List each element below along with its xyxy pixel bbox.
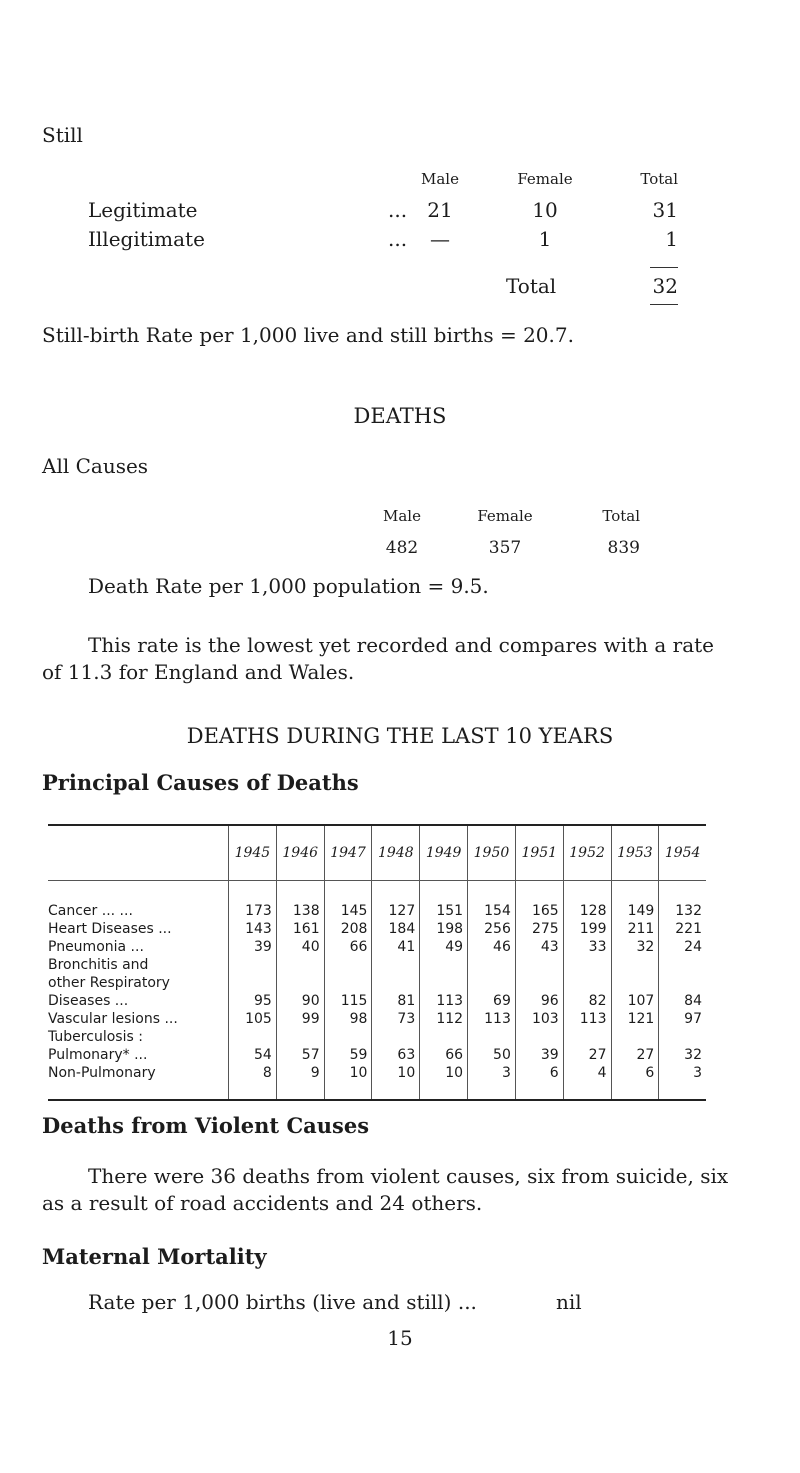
year-header: 1951 xyxy=(515,826,563,881)
table-cell: 90 xyxy=(276,991,324,1009)
table-cell: 9 xyxy=(276,1063,324,1099)
still-header-total: Total xyxy=(640,170,678,188)
table-cell xyxy=(229,1027,277,1045)
table-cell: 184 xyxy=(372,919,420,937)
table-cell xyxy=(468,1027,516,1045)
sum-rule xyxy=(650,267,678,268)
year-header: 1947 xyxy=(324,826,372,881)
table-cell: 59 xyxy=(324,1045,372,1063)
still-header-female: Female xyxy=(517,170,573,188)
table-cell: 8 xyxy=(229,1063,277,1099)
table-cell: 98 xyxy=(324,1009,372,1027)
table-cell: 198 xyxy=(420,919,468,937)
table-cell: 10 xyxy=(420,1063,468,1099)
table-cell: 10 xyxy=(324,1063,372,1099)
table-cell: 165 xyxy=(515,881,563,920)
still-header-male: Male xyxy=(421,170,459,188)
table-cell: 275 xyxy=(515,919,563,937)
table-cell: 27 xyxy=(611,1045,659,1063)
cause-label: Vascular lesions ... xyxy=(48,1011,178,1027)
table-cell: 66 xyxy=(324,937,372,955)
table-cell: 57 xyxy=(276,1045,324,1063)
table-cell: 6 xyxy=(515,1063,563,1099)
still-row-female: 1 xyxy=(538,227,552,251)
table-cell: 82 xyxy=(563,991,611,1009)
table-row xyxy=(48,1027,706,1045)
table-cell: 121 xyxy=(611,1009,659,1027)
table-cell: 84 xyxy=(659,991,706,1009)
table-cell: 99 xyxy=(276,1009,324,1027)
page-number: 15 xyxy=(387,1326,413,1350)
cause-label: Heart Diseases ... xyxy=(48,921,172,937)
table-cell: 6 xyxy=(611,1063,659,1099)
table-cell: 115 xyxy=(324,991,372,1009)
cause-label: Cancer ... ... xyxy=(48,903,133,919)
table-cell: 66 xyxy=(420,1045,468,1063)
table-cell xyxy=(611,1027,659,1045)
deaths-title: DEATHS xyxy=(353,404,447,428)
table-cell: 103 xyxy=(515,1009,563,1027)
table-cell xyxy=(659,1027,706,1045)
table-cell xyxy=(468,973,516,991)
violent-line: There were 36 deaths from violent causes, six from suicide, six xyxy=(88,1164,729,1188)
still-total-value: 32 xyxy=(652,274,678,298)
still-row-total: 1 xyxy=(665,227,678,251)
cause-label: Bronchitis and xyxy=(48,957,149,973)
still-total-label: Total xyxy=(506,274,557,298)
table-cell xyxy=(276,973,324,991)
table-header-row xyxy=(48,826,706,881)
deaths-header-male: Male xyxy=(383,507,421,525)
table-cell xyxy=(372,973,420,991)
table-cell xyxy=(276,955,324,973)
table-cell: 54 xyxy=(229,1045,277,1063)
table-cell xyxy=(515,973,563,991)
table-cell: 161 xyxy=(276,919,324,937)
table-cell: 95 xyxy=(229,991,277,1009)
year-header: 1948 xyxy=(372,826,420,881)
table-row xyxy=(48,919,706,937)
still-row-total: 31 xyxy=(652,198,678,222)
table-cell: 50 xyxy=(468,1045,516,1063)
table-row xyxy=(48,991,706,1009)
table-cell: 24 xyxy=(659,937,706,955)
year-header: 1953 xyxy=(611,826,659,881)
table-cell: 132 xyxy=(659,881,706,920)
table-row xyxy=(48,955,706,973)
deaths-header-total: Total xyxy=(602,507,640,525)
still-row-dots: ... xyxy=(388,227,408,251)
cause-label: Non-Pulmonary xyxy=(48,1065,156,1081)
table-cell: 69 xyxy=(468,991,516,1009)
still-row-male: — xyxy=(430,227,450,251)
table-cell: 256 xyxy=(468,919,516,937)
deaths-male: 482 xyxy=(385,538,419,558)
still-row-label: Illegitimate xyxy=(88,227,205,251)
table-cell: 143 xyxy=(229,919,277,937)
table-cell xyxy=(420,1027,468,1045)
death-rate: Death Rate per 1,000 population = 9.5. xyxy=(88,574,489,598)
table-cell: 4 xyxy=(563,1063,611,1099)
table-cell: 221 xyxy=(659,919,706,937)
table-cell: 138 xyxy=(276,881,324,920)
table-corner xyxy=(48,826,229,881)
table-cell: 32 xyxy=(659,1045,706,1063)
year-header: 1945 xyxy=(229,826,277,881)
table-cell: 3 xyxy=(468,1063,516,1099)
cause-label: other Respiratory xyxy=(48,975,170,991)
year-header: 1950 xyxy=(468,826,516,881)
table-cell: 41 xyxy=(372,937,420,955)
table-cell: 10 xyxy=(372,1063,420,1099)
table-cell xyxy=(324,1027,372,1045)
violent-title: Deaths from Violent Causes xyxy=(42,1113,370,1138)
table-cell xyxy=(659,973,706,991)
table-cell xyxy=(611,955,659,973)
table-cell: 154 xyxy=(468,881,516,920)
table-cell xyxy=(420,955,468,973)
table-cell: 49 xyxy=(420,937,468,955)
table-cell xyxy=(324,973,372,991)
table-row xyxy=(48,1063,706,1099)
table-cell xyxy=(515,1027,563,1045)
table-cell: 113 xyxy=(563,1009,611,1027)
table-cell: 208 xyxy=(324,919,372,937)
comment-line: of 11.3 for England and Wales. xyxy=(42,660,355,684)
table-cell: 112 xyxy=(420,1009,468,1027)
table-row xyxy=(48,1009,706,1027)
table-cell xyxy=(229,973,277,991)
still-row-label: Legitimate xyxy=(88,198,198,222)
table-cell xyxy=(659,955,706,973)
year-header: 1949 xyxy=(420,826,468,881)
year-header: 1952 xyxy=(563,826,611,881)
table-cell: 46 xyxy=(468,937,516,955)
table-cell: 63 xyxy=(372,1045,420,1063)
table-cell xyxy=(515,955,563,973)
table-cell: 43 xyxy=(515,937,563,955)
table-cell: 27 xyxy=(563,1045,611,1063)
deaths-table xyxy=(48,826,706,1099)
table-cell xyxy=(563,973,611,991)
all-causes-heading: All Causes xyxy=(42,454,149,478)
sum-rule xyxy=(650,304,678,305)
table-row xyxy=(48,937,706,955)
table-cell xyxy=(372,1027,420,1045)
table-cell: 149 xyxy=(611,881,659,920)
table-cell: 39 xyxy=(229,937,277,955)
table-cell xyxy=(420,973,468,991)
table-cell: 33 xyxy=(563,937,611,955)
table-cell xyxy=(229,955,277,973)
violent-line: as a result of road accidents and 24 others. xyxy=(42,1191,483,1215)
table-cell: 127 xyxy=(372,881,420,920)
table-cell xyxy=(563,1027,611,1045)
maternal-title: Maternal Mortality xyxy=(42,1244,267,1269)
table-cell: 145 xyxy=(324,881,372,920)
table-cell: 151 xyxy=(420,881,468,920)
still-title: Still xyxy=(42,123,83,147)
comment-line: This rate is the lowest yet recorded and compares with a rate xyxy=(88,633,715,657)
table-cell xyxy=(276,1027,324,1045)
table-cell: 3 xyxy=(659,1063,706,1099)
table-cell: 173 xyxy=(229,881,277,920)
cause-label: Tuberculosis : xyxy=(48,1029,143,1045)
table-cell: 199 xyxy=(563,919,611,937)
cause-label: Diseases ... xyxy=(48,993,129,1009)
deaths-female: 357 xyxy=(488,538,522,558)
last10-title: DEATHS DURING THE LAST 10 YEARS xyxy=(186,724,614,748)
table-row xyxy=(48,1045,706,1063)
table-cell: 40 xyxy=(276,937,324,955)
table-cell: 113 xyxy=(468,1009,516,1027)
table-cell xyxy=(372,955,420,973)
table-cell: 32 xyxy=(611,937,659,955)
table-cell: 81 xyxy=(372,991,420,1009)
cause-label: Pulmonary* ... xyxy=(48,1047,148,1063)
table-row xyxy=(48,881,706,920)
stillbirth-rate: Still-birth Rate per 1,000 live and still births = 20.7. xyxy=(42,323,574,347)
still-row-male: 21 xyxy=(427,198,453,222)
table-cell xyxy=(611,973,659,991)
table-cell: 107 xyxy=(611,991,659,1009)
table-cell: 211 xyxy=(611,919,659,937)
maternal-rate-label: Rate per 1,000 births (live and still) ... xyxy=(88,1290,477,1314)
table-cell: 73 xyxy=(372,1009,420,1027)
still-row-female: 10 xyxy=(532,198,558,222)
table-row xyxy=(48,973,706,991)
still-row-dots: ... xyxy=(388,198,408,222)
last10-subtitle: Principal Causes of Deaths xyxy=(42,770,359,795)
table-cell: 96 xyxy=(515,991,563,1009)
table-cell: 113 xyxy=(420,991,468,1009)
deaths-total: 839 xyxy=(607,538,640,558)
table-cell: 97 xyxy=(659,1009,706,1027)
table-cell xyxy=(468,955,516,973)
table-cell xyxy=(563,955,611,973)
table-cell xyxy=(324,955,372,973)
cause-label: Pneumonia ... xyxy=(48,939,144,955)
maternal-rate-value: nil xyxy=(556,1290,582,1314)
table-bottom-rule xyxy=(48,1099,706,1101)
year-header: 1954 xyxy=(659,826,706,881)
deaths-header-female: Female xyxy=(477,507,533,525)
table-cell: 105 xyxy=(229,1009,277,1027)
table-cell: 128 xyxy=(563,881,611,920)
year-header: 1946 xyxy=(276,826,324,881)
table-cell: 39 xyxy=(515,1045,563,1063)
